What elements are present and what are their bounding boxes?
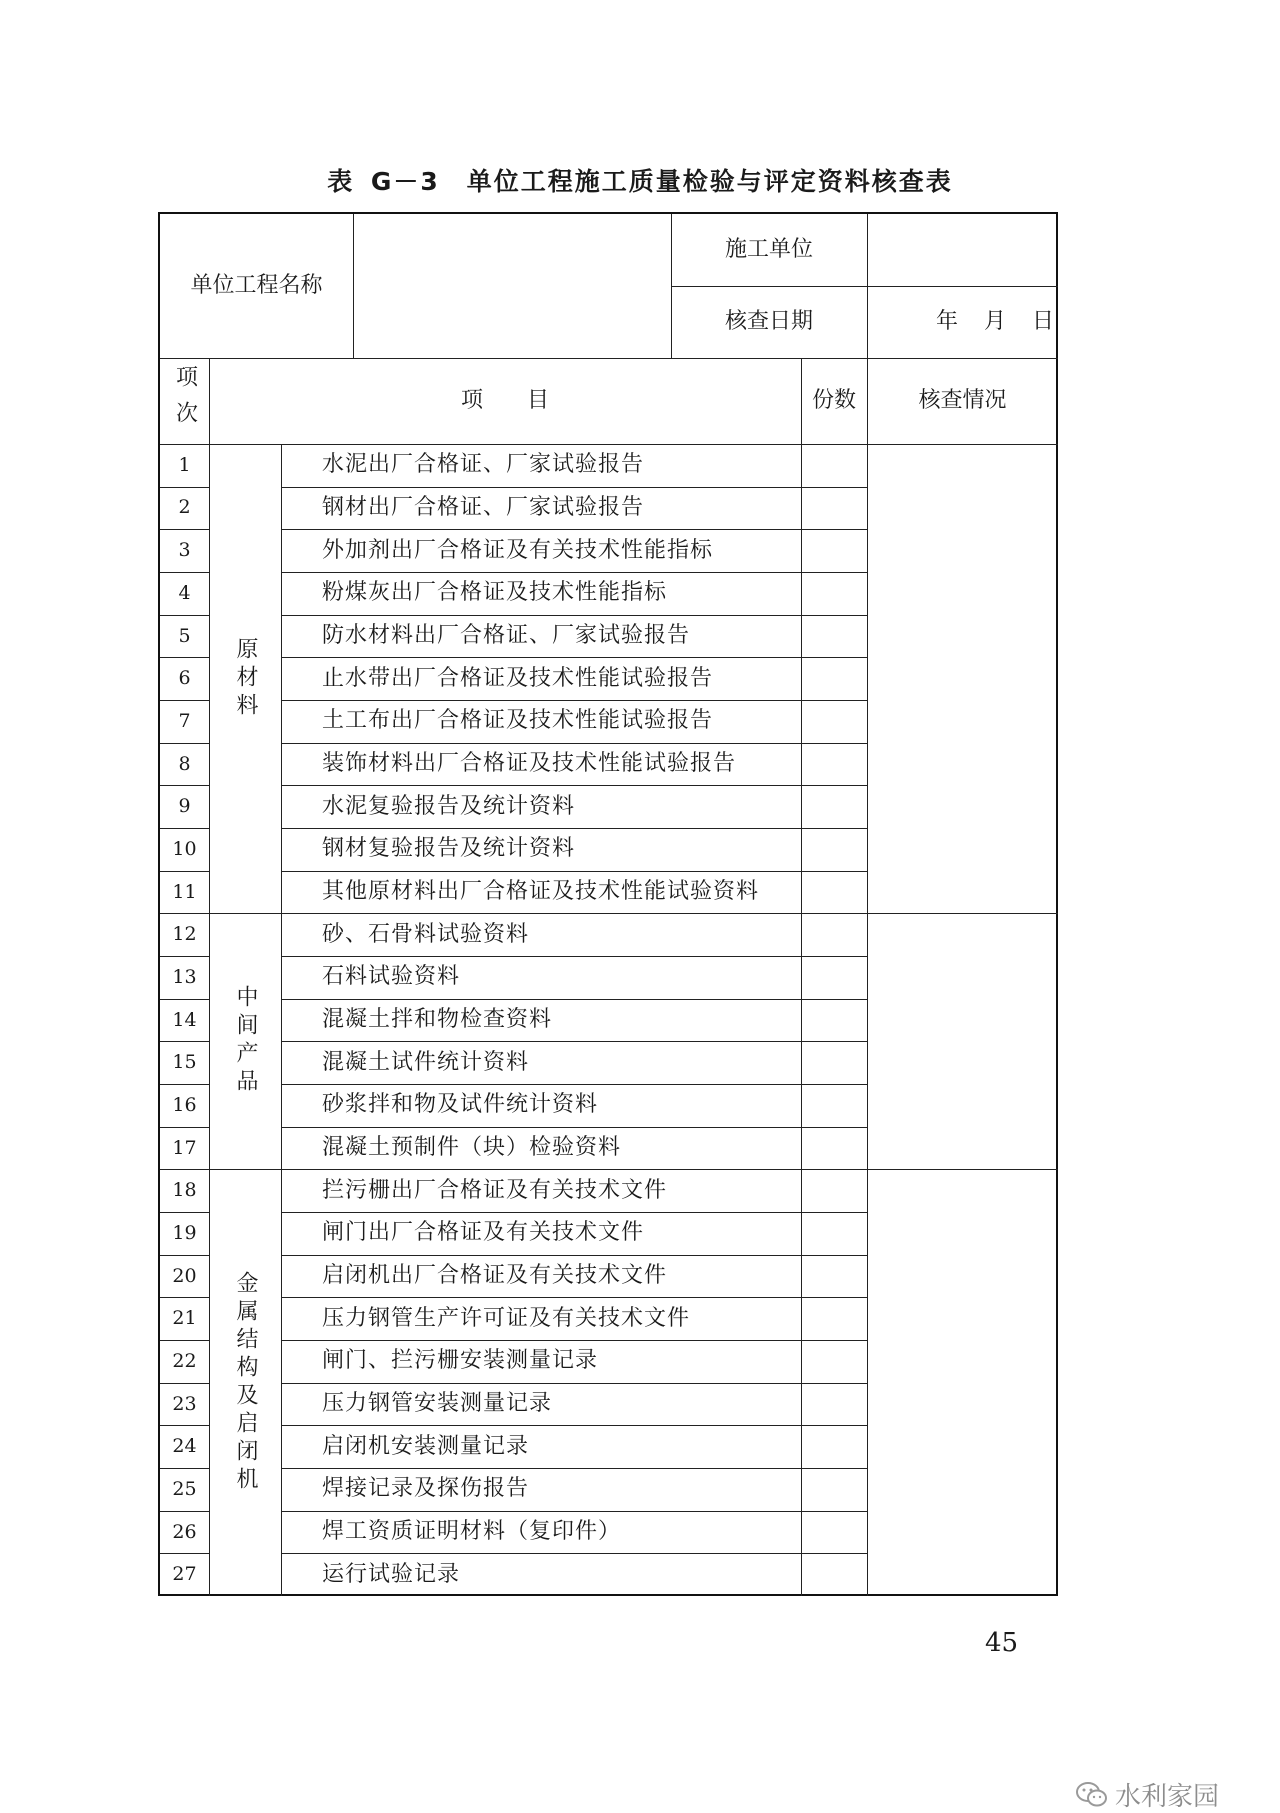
group-check-status-cell[interactable] [867,913,1058,1169]
group-label: 原材料 [233,636,258,721]
row-number: 3 [178,539,191,562]
table-title: 表 G－3 单位工程施工质量检验与评定资料核查表 [327,167,953,196]
row-number: 4 [178,581,191,604]
construction-unit-label: 施工单位 [724,237,813,262]
construction-unit-field[interactable] [867,214,1058,286]
row-item: 土工布出厂合格证及技术性能试验报告 [322,708,714,734]
row-number: 2 [178,496,191,519]
row-number: 9 [178,795,191,818]
row-copies-field[interactable] [801,1340,867,1383]
row-copies-field[interactable] [801,529,867,572]
row-copies-field[interactable] [801,1553,867,1596]
row-copies-field[interactable] [801,956,867,999]
row-number: 7 [178,709,191,732]
row-copies-field[interactable] [801,1212,867,1255]
row-item: 启闭机出厂合格证及有关技术文件 [322,1263,668,1289]
row-number: 12 [172,923,197,946]
group-label-cell [209,444,281,913]
row-item: 混凝土拌和物检查资料 [322,1007,553,1033]
row-number: 11 [172,880,197,903]
row-copies-field[interactable] [801,828,867,871]
row-copies-field[interactable] [801,444,867,487]
watermark [1075,1776,1219,1813]
row-copies-field[interactable] [801,1383,867,1426]
row-number: 15 [172,1051,197,1074]
inspection-table [158,212,1058,1596]
row-item: 石料试验资料 [322,964,461,990]
group-check-status-cell[interactable] [867,1169,1058,1596]
row-item: 钢材出厂合格证、厂家试验报告 [322,494,645,520]
row-item: 焊接记录及探伤报告 [322,1476,530,1502]
row-copies-field[interactable] [801,1127,867,1170]
check-status-header: 核查情况 [918,388,1007,413]
row-copies-field[interactable] [801,1468,867,1511]
row-number: 6 [178,667,191,690]
row-number: 26 [172,1520,197,1543]
row-item: 水泥复验报告及统计资料 [322,793,576,819]
row-item: 砂、石骨料试验资料 [322,921,530,947]
group-label: 金属结构及启闭机 [233,1270,258,1495]
group-label: 中间产品 [233,985,258,1098]
row-item: 拦污栅出厂合格证及有关技术文件 [322,1177,668,1203]
row-number: 14 [172,1008,197,1031]
row-item: 砂浆拌和物及试件统计资料 [322,1092,599,1118]
row-item: 防水材料出厂合格证、厂家试验报告 [322,623,691,648]
row-number: 17 [172,1136,197,1159]
row-number: 24 [172,1435,197,1458]
row-item: 装饰材料出厂合格证及技术性能试验报告 [322,751,737,777]
row-copies-field[interactable] [801,913,867,956]
row-item: 焊工资质证明材料（复印件） [322,1519,622,1545]
row-number: 20 [172,1264,197,1287]
row-copies-field[interactable] [801,487,867,530]
row-copies-field[interactable] [801,572,867,615]
group-label-cell [209,1169,281,1596]
group-label-cell [209,913,281,1169]
row-number: 13 [172,965,197,988]
row-copies-field[interactable] [801,785,867,828]
check-date-label: 核查日期 [724,309,813,334]
row-copies-field[interactable] [801,871,867,914]
row-copies-field[interactable] [801,1255,867,1298]
watermark-text: 水利家园 [1115,1782,1220,1812]
row-number: 8 [178,752,191,775]
row-copies-field[interactable] [801,657,867,700]
row-copies-field[interactable] [801,1425,867,1468]
row-number: 18 [172,1179,197,1202]
row-copies-field[interactable] [801,1297,867,1340]
row-copies-field[interactable] [801,743,867,786]
row-item: 闸门出厂合格证及有关技术文件 [322,1220,645,1246]
row-copies-field[interactable] [801,1169,867,1212]
row-copies-field[interactable] [801,700,867,743]
row-item: 运行试验记录 [322,1561,461,1587]
row-number: 19 [172,1221,197,1244]
row-item: 止水带出厂合格证及技术性能试验报告 [322,665,714,691]
group-check-status-cell[interactable] [867,444,1058,913]
page-number: 45 [985,1628,1019,1658]
row-item: 水泥出厂合格证、厂家试验报告 [322,452,645,478]
row-item: 压力钢管安装测量记录 [322,1391,553,1417]
row-item: 钢材复验报告及统计资料 [322,836,576,862]
row-item: 启闭机安装测量记录 [322,1433,530,1459]
wechat-icon [1075,1780,1109,1810]
copies-header: 份数 [811,388,856,413]
row-number: 16 [172,1093,197,1116]
item-header: 项 目 [460,388,549,413]
row-number: 22 [172,1349,197,1372]
row-item: 压力钢管生产许可证及有关技术文件 [322,1305,691,1331]
row-item: 闸门、拦污栅安装测量记录 [322,1348,599,1374]
row-copies-field[interactable] [801,1084,867,1127]
check-date-field[interactable]: 年 月 日 [935,309,1056,334]
row-number: 23 [172,1392,197,1415]
unit-project-name-field[interactable] [353,214,671,358]
row-copies-field[interactable] [801,999,867,1042]
row-item: 混凝土试件统计资料 [322,1049,530,1075]
row-item: 粉煤灰出厂合格证及技术性能指标 [322,580,668,606]
unit-project-name-label: 单位工程名称 [190,273,323,298]
row-copies-field[interactable] [801,1511,867,1554]
row-number: 27 [172,1563,197,1586]
row-number: 25 [172,1477,197,1500]
row-item: 混凝土预制件（块）检验资料 [322,1135,622,1161]
row-number: 21 [172,1307,197,1330]
row-item: 外加剂出厂合格证及有关技术性能指标 [322,537,714,563]
row-number: 1 [178,453,191,476]
row-number: 5 [178,624,191,647]
item-no-header: 项次 [172,365,198,437]
row-number: 10 [172,837,197,860]
row-item: 其他原材料出厂合格证及技术性能试验资料 [322,879,760,905]
row-copies-field[interactable] [801,615,867,658]
row-copies-field[interactable] [801,1041,867,1084]
